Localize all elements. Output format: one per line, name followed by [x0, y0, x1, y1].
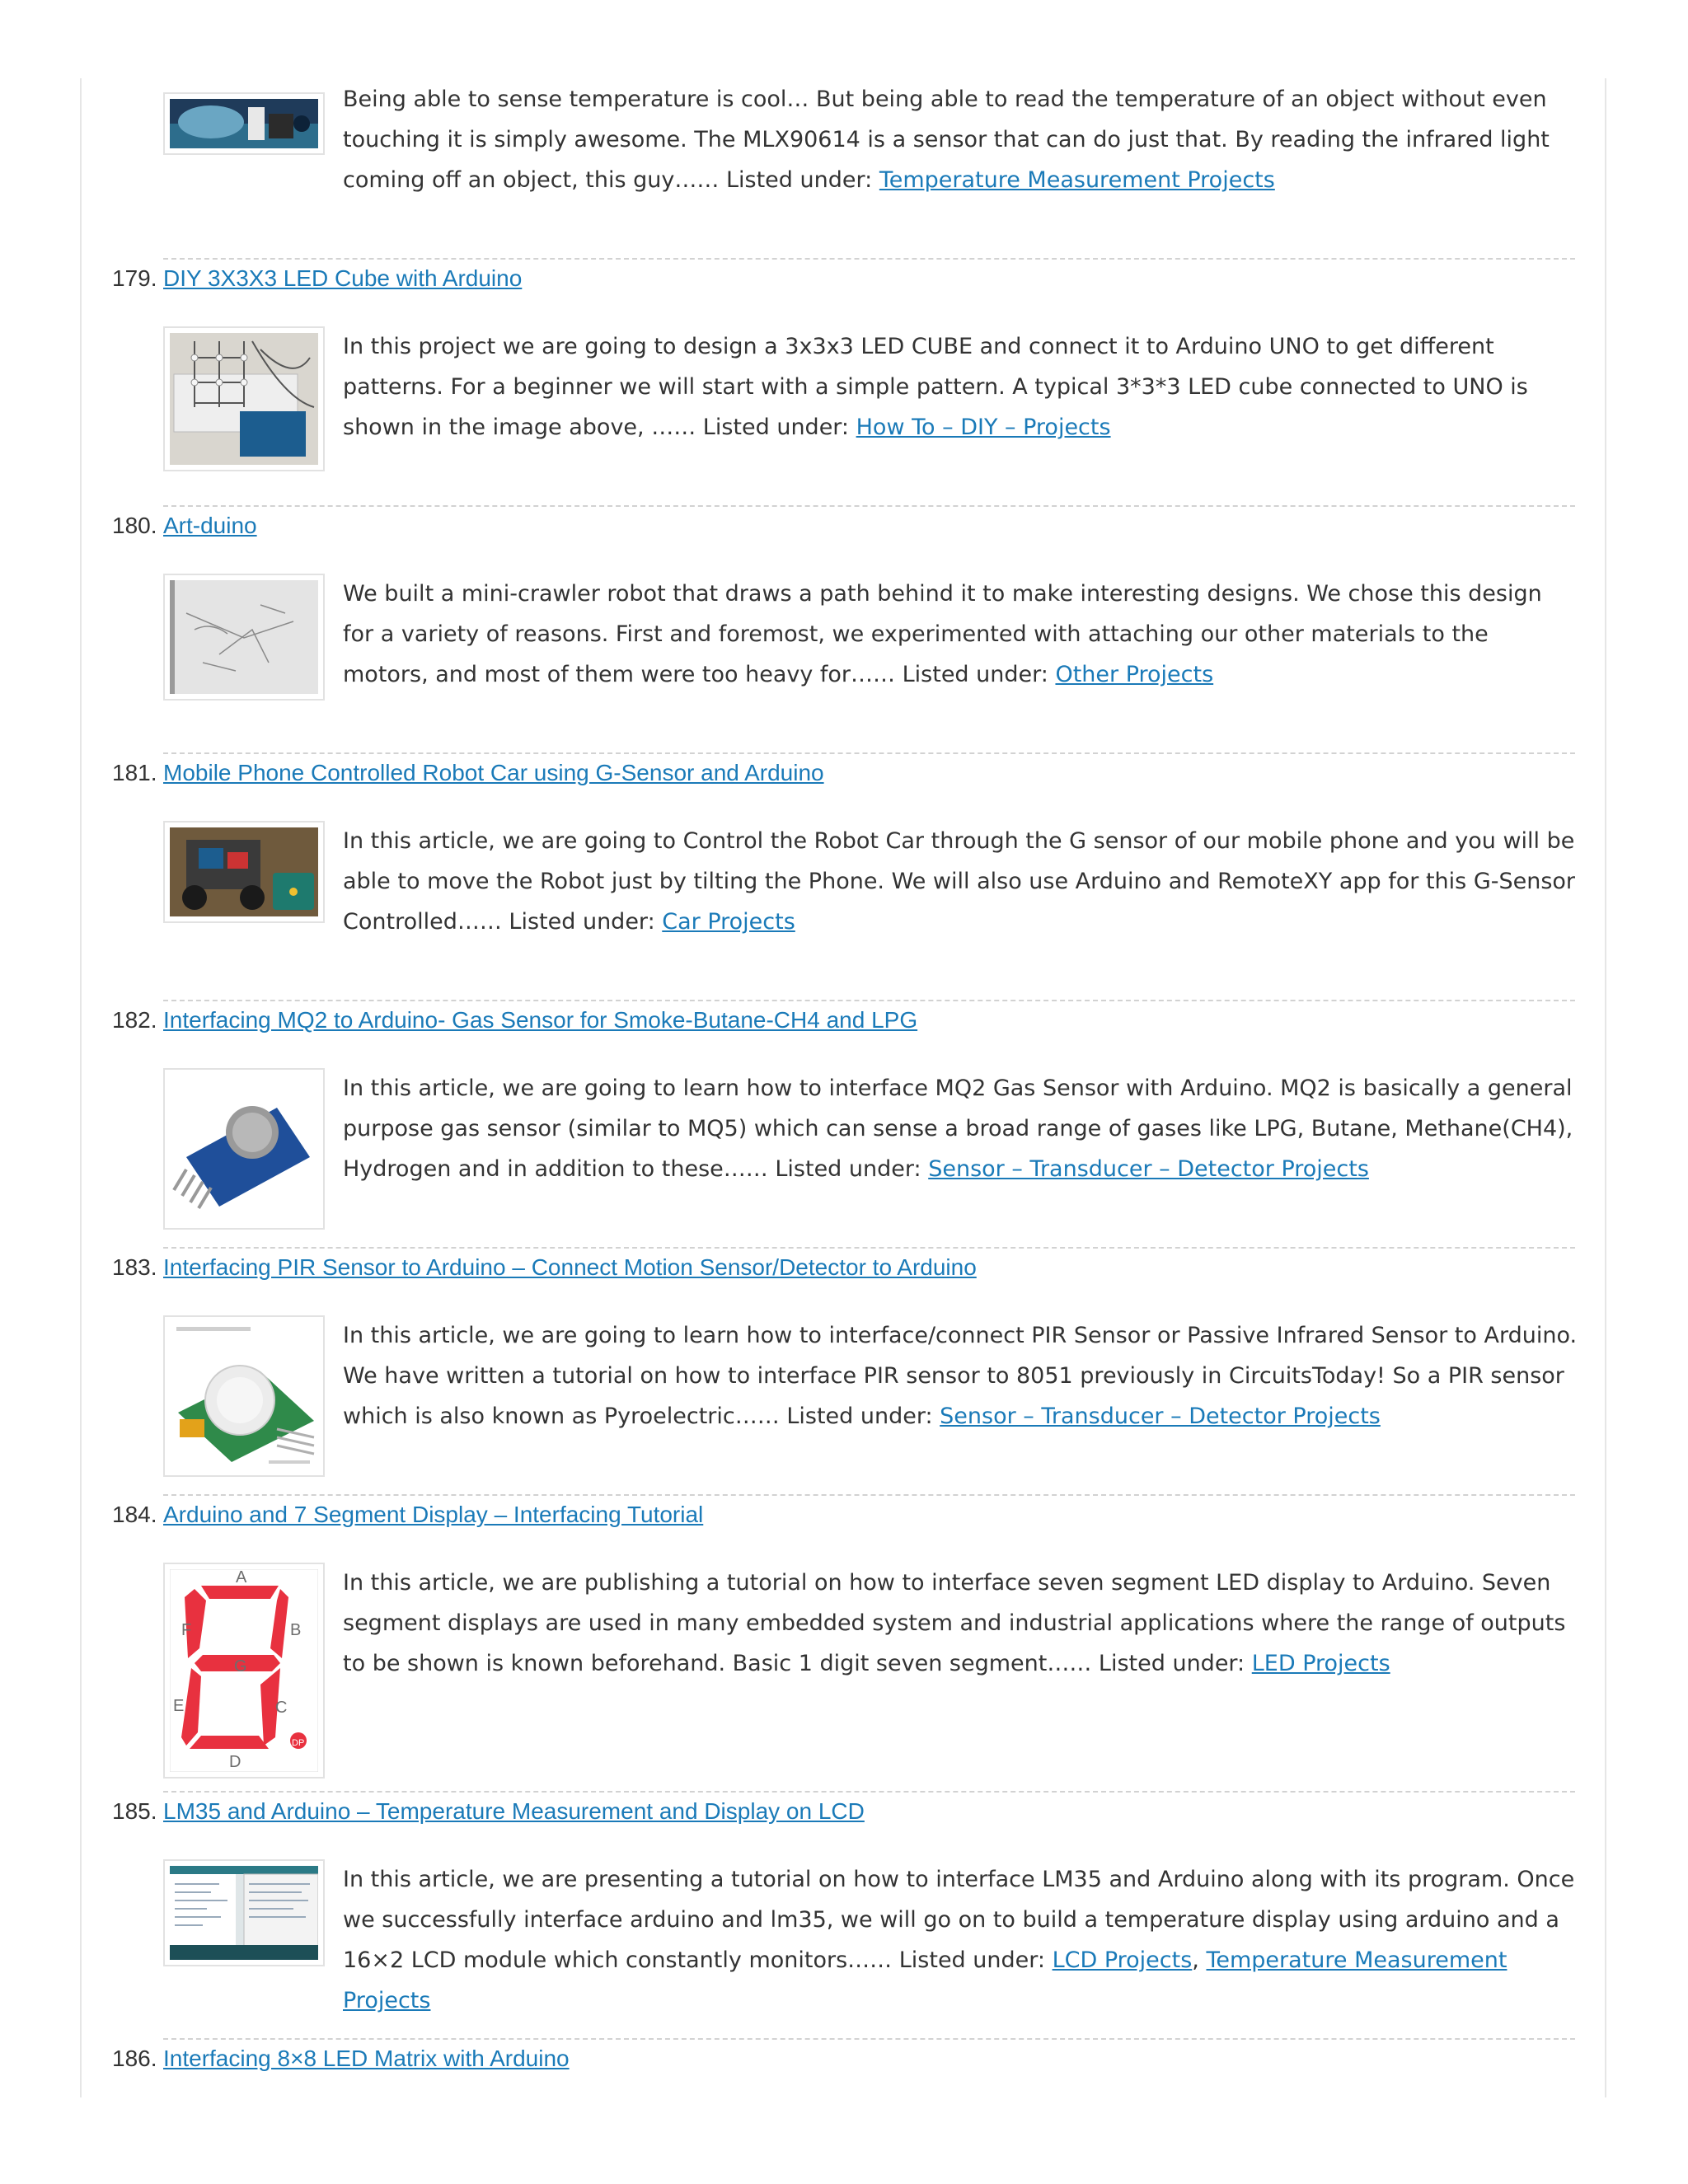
item-number: 180. [112, 513, 157, 538]
segment-label: C [275, 1699, 288, 1717]
project-title-link[interactable]: Mobile Phone Controlled Robot Car using G-Sensor and Arduino [163, 760, 824, 785]
project-title-link[interactable]: Interfacing PIR Sensor to Arduino – Connect Motion Sensor/Detector to Arduino [163, 1254, 977, 1280]
item-number: 186. [112, 2046, 157, 2071]
sketch-photo-icon [170, 580, 318, 694]
ir-thermometer-photo-icon [170, 99, 318, 148]
category-link[interactable]: LCD Projects [1052, 1947, 1193, 1973]
project-description: Being able to sense temperature is cool… But being able to read the temperature of an object without even touching it is simply awesome. The MLX90614 is a sensor that can do just that. By reading the infrared light coming off an object, this guy…… Listed under: Temperature Measurement Projects [343, 87, 1550, 193]
project-thumbnail[interactable] [163, 92, 325, 155]
category-link[interactable]: Car Projects [662, 909, 795, 935]
project-thumbnail[interactable] [163, 1563, 325, 1779]
category-link[interactable]: How To – DIY – Projects [856, 415, 1111, 440]
segment-label: DP [292, 1738, 305, 1748]
segment-label: F [181, 1621, 192, 1639]
project-thumbnail[interactable] [163, 1315, 325, 1477]
project-description: In this article, we are going to learn how to interface MQ2 Gas Sensor with Arduino. MQ2 is basically a general purpose gas sensor (similar to MQ5) which can sense a broad range of gases like LPG, Butane, Methane(CH4), Hydrogen and in addition to these…… Listed under: Sensor – Transducer – Detector Projects [343, 1076, 1573, 1182]
seven-segment-diagram-icon [170, 1569, 318, 1772]
robot-car-photo-icon [170, 827, 318, 916]
segment-label: A [236, 1569, 247, 1586]
divider [163, 2038, 1575, 2040]
arduino-ide-screenshot-icon [170, 1866, 318, 1960]
project-thumbnail[interactable] [163, 1859, 325, 1966]
project-description: We built a mini-crawler robot that draws a path behind it to make interesting designs. We chose this design for a variety of reasons. First and foremost, we experimented with attaching our other materials to the motors, and most of them were too heavy for…… Listed under: Other Projects [343, 581, 1542, 687]
project-thumbnail[interactable] [163, 821, 325, 923]
divider [163, 1791, 1575, 1793]
item-number: 183. [112, 1254, 157, 1280]
category-link[interactable]: Other Projects [1055, 662, 1214, 687]
divider [163, 258, 1575, 260]
divider [163, 1000, 1575, 1001]
category-link[interactable]: Sensor – Transducer – Detector Projects [928, 1156, 1369, 1182]
project-title-link[interactable]: Art-duino [163, 513, 257, 538]
segment-label: B [290, 1621, 302, 1639]
project-title-link[interactable]: Arduino and 7 Segment Display – Interfacing Tutorial [163, 1502, 704, 1527]
project-description: In this article, we are going to learn how to interface/connect PIR Sensor or Passive Infrared Sensor to Arduino. We have written a tutorial on how to interface PIR sensor to 8051 previously in CircuitsToday! So a PIR sensor which is also known as Pyroelectric…… Listed under: Sensor – Transducer – Detector Projects [343, 1323, 1578, 1429]
category-link[interactable]: LED Projects [1251, 1651, 1390, 1676]
divider [163, 752, 1575, 754]
gas-sensor-photo-icon [170, 1075, 318, 1223]
project-title-link[interactable]: Interfacing MQ2 to Arduino- Gas Sensor for Smoke-Butane-CH4 and LPG [163, 1007, 918, 1033]
segment-label: D [229, 1753, 241, 1771]
item-number: 181. [112, 760, 157, 785]
project-title-link[interactable]: LM35 and Arduino – Temperature Measurement and Display on LCD [163, 1798, 865, 1824]
category-link[interactable]: Temperature Measurement Projects [343, 1947, 1507, 2013]
project-title-link[interactable]: Interfacing 8×8 LED Matrix with Arduino [163, 2046, 570, 2071]
item-number: 184. [112, 1502, 157, 1527]
divider [163, 505, 1575, 507]
category-link[interactable]: Temperature Measurement Projects [879, 167, 1275, 193]
segment-label: G [234, 1657, 247, 1675]
divider [163, 1494, 1575, 1496]
led-cube-photo-icon [170, 333, 318, 465]
item-number: 179. [112, 265, 157, 291]
project-title-link[interactable]: DIY 3X3X3 LED Cube with Arduino [163, 265, 523, 291]
project-description: In this project we are going to design a 3x3x3 LED CUBE and connect it to Arduino UNO to get different patterns. For a beginner we will start with a simple pattern. A typical 3*3*3 LED cube connected to UNO is shown in the image above, …… Listed under: How To – DIY – Projects [343, 334, 1528, 440]
project-thumbnail[interactable] [163, 1068, 325, 1230]
pir-sensor-photo-icon [170, 1322, 318, 1470]
project-description: In this article, we are going to Control the Robot Car through the G sensor of our mobile phone and you will be able to move the Robot just by tilting the Phone. We will also use Arduino and RemoteXY app for this G-Sensor Controlled…… Listed under: Car Projects [343, 828, 1576, 935]
project-thumbnail[interactable] [163, 326, 325, 471]
project-description: In this article, we are publishing a tutorial on how to interface seven segment LED display to Arduino. Seven segment displays are used in many embedded system and industrial applications where the range of outputs to be shown is known beforehand. Basic 1 digit seven segment…… Listed under: LED Projects [343, 1570, 1566, 1676]
project-thumbnail[interactable] [163, 574, 325, 701]
item-number: 182. [112, 1007, 157, 1033]
project-description: In this article, we are presenting a tutorial on how to interface LM35 and Arduino along with its program. Once we successfully interface arduino and lm35, we will go on to build a temperature display using arduino and a 16×2 LCD module which constantly monitors…… Listed under: LCD Projects, Temperature Measurement Projects [343, 1867, 1575, 2013]
divider [163, 1247, 1575, 1249]
category-link[interactable]: Sensor – Transducer – Detector Projects [940, 1404, 1381, 1429]
item-number: 185. [112, 1798, 157, 1824]
segment-label: E [173, 1697, 185, 1715]
